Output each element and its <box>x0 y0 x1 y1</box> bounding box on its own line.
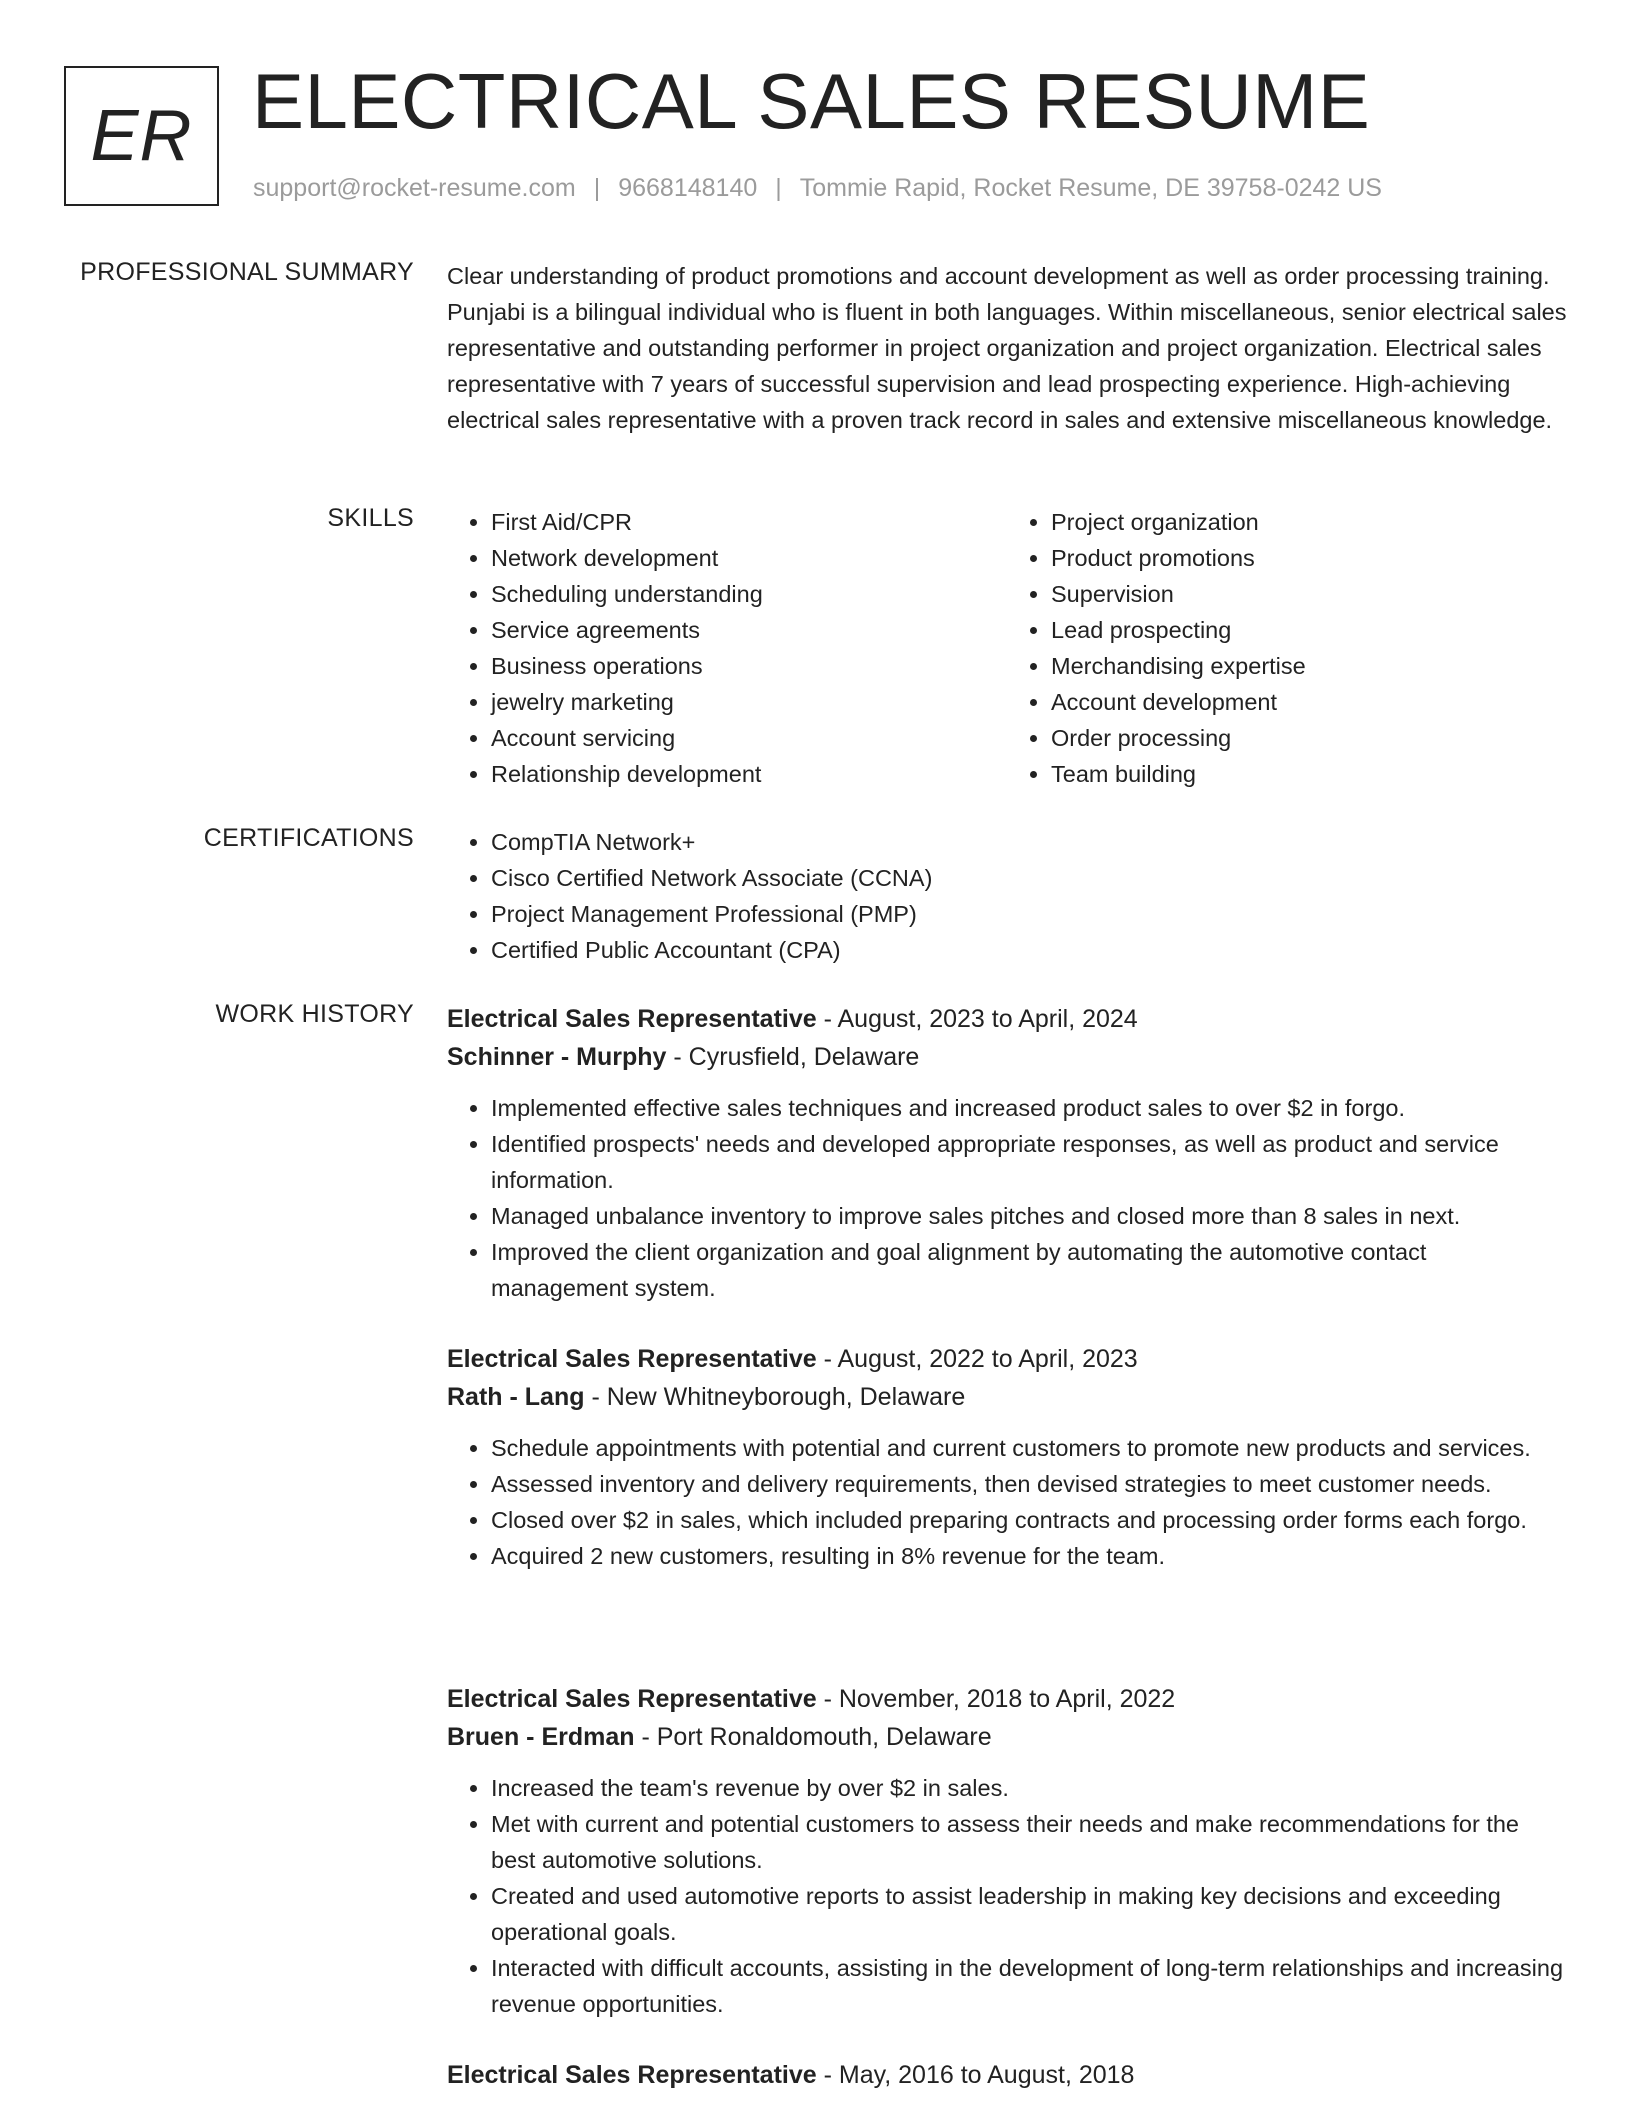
monogram-initials: ER <box>90 96 193 176</box>
job-title-line <box>447 1680 1567 1718</box>
resume-title: ELECTRICAL SALES RESUME <box>252 57 1371 145</box>
monogram-box <box>64 66 219 206</box>
skill-item: • Lead prospecting <box>1051 612 1567 648</box>
skill-item: • Project organization <box>1051 504 1567 540</box>
skill-item: • Network development <box>491 540 1007 576</box>
job-bullet: • Acquired 2 new customers, resulting in 8% revenue for the team. <box>491 1538 1567 1574</box>
job-company: Bruen - Erdman <box>447 1723 635 1751</box>
job-bullets <box>447 1770 1567 2022</box>
job-company-line <box>447 1378 1567 1416</box>
job-location: - New Whitneyborough, Delaware <box>584 1383 966 1411</box>
skill-item: • Account servicing <box>491 720 1007 756</box>
skill-item: • Merchandising expertise <box>1051 648 1567 684</box>
job-bullet: • Closed over $2 in sales, which included preparing contracts and processing order forms each forgo. <box>491 1502 1567 1538</box>
certification-item: • Cisco Certified Network Associate (CCNA) <box>491 860 1567 896</box>
job-bullet: • Created and used automotive reports to assist leadership in making key decisions and exceeding operational goals. <box>491 1878 1567 1950</box>
job-title-line <box>447 1340 1567 1378</box>
contact-email: support@rocket-resume.com <box>253 174 576 202</box>
certification-item: • CompTIA Network+ <box>491 824 1567 860</box>
skill-item: • Product promotions <box>1051 540 1567 576</box>
job-bullets <box>447 1430 1567 1574</box>
job-bullet: • Identified prospects' needs and developed appropriate responses, as well as product and service information. <box>491 1126 1567 1198</box>
skill-item: • Order processing <box>1051 720 1567 756</box>
job-title: Electrical Sales Representative <box>447 1685 817 1713</box>
job-location: - Cyrusfield, Delaware <box>666 1043 920 1071</box>
skills-label: SKILLS <box>327 504 414 532</box>
skill-item: • Scheduling understanding <box>491 576 1007 612</box>
job-bullet: • Assessed inventory and delivery requirements, then devised strategies to meet customer needs. <box>491 1466 1567 1502</box>
job-title: Electrical Sales Representative <box>447 1005 817 1033</box>
skill-item: • jewelry marketing <box>491 684 1007 720</box>
job-dates: - August, 2022 to April, 2023 <box>816 1345 1138 1373</box>
job-dates: - August, 2023 to April, 2024 <box>816 1005 1138 1033</box>
skills-list-left <box>447 504 1007 792</box>
job-title: Electrical Sales Representative <box>447 2061 817 2089</box>
job-company-line <box>447 1718 1567 1756</box>
certification-item: • Certified Public Accountant (CPA) <box>491 932 1567 968</box>
job-entry <box>447 1000 1567 1306</box>
skill-item: • Relationship development <box>491 756 1007 792</box>
skills-body <box>447 504 1567 792</box>
summary-label: PROFESSIONAL SUMMARY <box>80 258 414 286</box>
job-bullet: • Managed unbalance inventory to improve sales pitches and closed more than 8 sales in next. <box>491 1198 1567 1234</box>
certifications-body <box>447 824 1567 968</box>
certification-item: • Project Management Professional (PMP) <box>491 896 1567 932</box>
job-company: Schinner - Murphy <box>447 1043 667 1071</box>
job-title-line <box>447 1000 1567 1038</box>
job-bullets <box>447 1090 1567 1306</box>
certifications-list <box>447 824 1567 968</box>
contact-line <box>253 174 1382 203</box>
skill-item: • Supervision <box>1051 576 1567 612</box>
certifications-label: CERTIFICATIONS <box>203 824 414 852</box>
skill-item: • Account development <box>1051 684 1567 720</box>
job-bullet: • Improved the client organization and goal alignment by automating the automotive contact management system. <box>491 1234 1567 1306</box>
skill-item: • Business operations <box>491 648 1007 684</box>
skill-item: • First Aid/CPR <box>491 504 1007 540</box>
contact-phone: 9668148140 <box>618 174 758 202</box>
job-bullet: • Implemented effective sales techniques and increased product sales to over $2 in forgo. <box>491 1090 1567 1126</box>
job-bullet: • Increased the team's revenue by over $2 in sales. <box>491 1770 1567 1806</box>
job-bullet: • Met with current and potential customers to assess their needs and make recommendations for the best automotive solutions. <box>491 1806 1567 1878</box>
job-company: Rath - Lang <box>447 1383 585 1411</box>
job-title-line <box>447 2056 1567 2094</box>
job-location: - Port Ronaldomouth, Delaware <box>634 1723 992 1751</box>
summary-body <box>447 258 1567 438</box>
contact-separator: | <box>593 174 601 202</box>
job-dates: - November, 2018 to April, 2022 <box>816 1685 1176 1713</box>
work-history-label: WORK HISTORY <box>215 1000 414 1028</box>
job-bullet: • Interacted with difficult accounts, assisting in the development of long-term relationships and increasing revenue opportunities. <box>491 1950 1567 2022</box>
job-entry <box>447 1680 1567 2022</box>
job-company-line <box>447 1038 1567 1076</box>
job-bullet: • Schedule appointments with potential and current customers to promote new products and services. <box>491 1430 1567 1466</box>
job-dates: - May, 2016 to August, 2018 <box>816 2061 1135 2089</box>
summary-text: Clear understanding of product promotions and account development as well as order processing training. Punjabi is a bilingual individual who is fluent in both languages. Within miscellaneous, senior electrical sales representative and outstanding performer in project organization and project organization. Electrical sales representative with 7 years of successful supervision and lead prospecting experience. High-achieving electrical sales representative with a proven track record in sales and extensive miscellaneous knowledge. <box>447 263 1567 433</box>
skill-item: • Team building <box>1051 756 1567 792</box>
skills-list-right <box>1007 504 1567 792</box>
job-entry <box>447 1340 1567 1574</box>
contact-separator: | <box>775 174 782 202</box>
contact-address: Tommie Rapid, Rocket Resume, DE 39758-0242 US <box>799 174 1382 202</box>
job-entry <box>447 2056 1567 2094</box>
skill-item: • Service agreements <box>491 612 1007 648</box>
job-title: Electrical Sales Representative <box>447 1345 817 1373</box>
